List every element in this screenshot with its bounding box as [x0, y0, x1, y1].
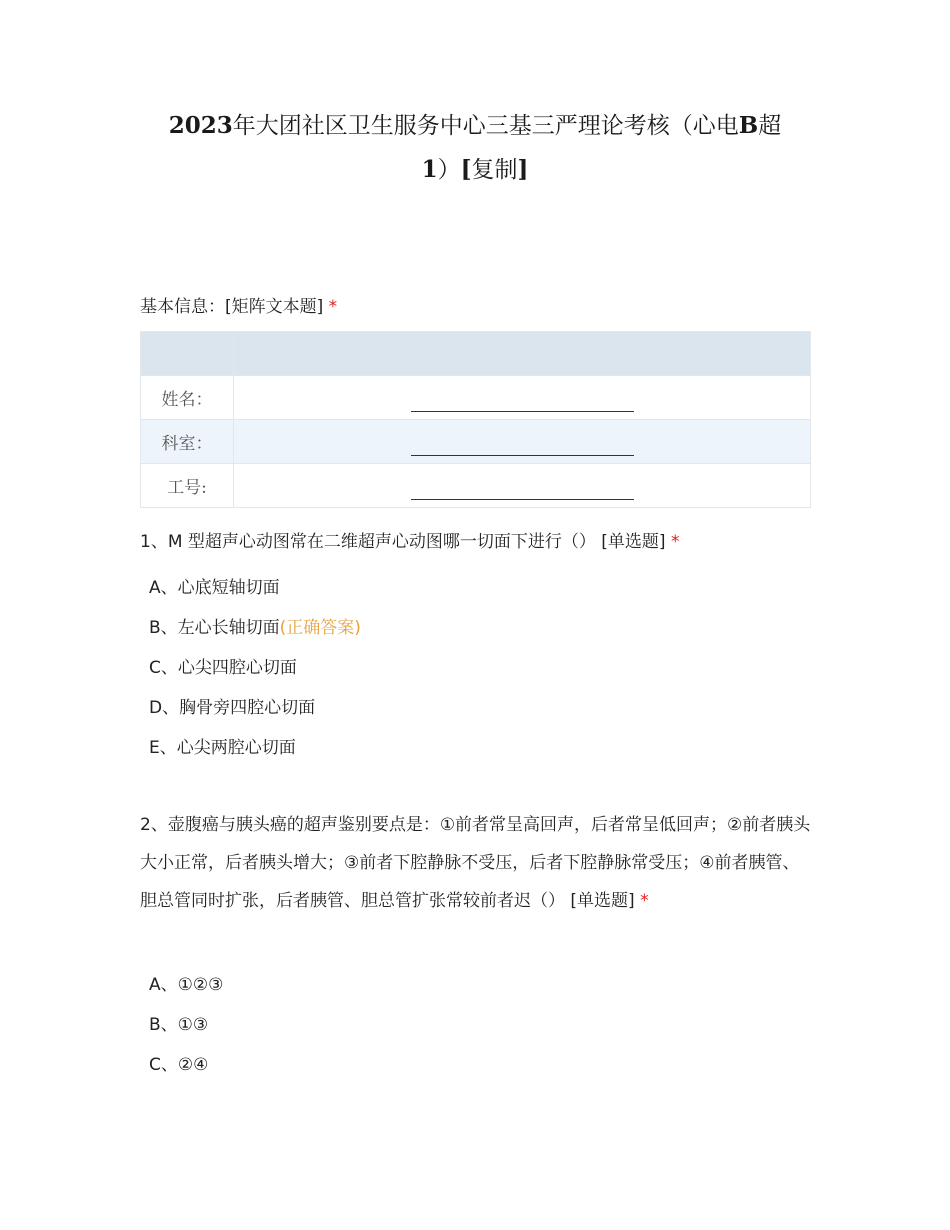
page-title [140, 104, 810, 192]
matrix-row-employee-id [141, 464, 811, 508]
title-bracket-open: [ [460, 156, 472, 183]
department-input[interactable] [411, 427, 634, 456]
department-input-cell [234, 420, 811, 464]
q1-option-b[interactable] [149, 616, 361, 640]
option-text: C、②④ [149, 1055, 209, 1075]
title-copy: 复制 [471, 157, 518, 183]
question-2-text: 2、壶腹癌与胰头癌的超声鉴别要点是：①前者常呈高回声，后者常呈低回声；②前者胰头大小正常，后者胰头增大；③前者下腔静脉不受压，后者下腔静脉常受压；④前者胰管、胆总管同时扩张，后者胰管、胆总管扩张常较前者迟（） [单选题] [140, 815, 811, 911]
required-mark: * [640, 891, 649, 911]
row-label-employee-id: 工号: [141, 464, 234, 508]
name-input-cell [234, 376, 811, 420]
title-text: 年大团社区卫生服务中心三基三严理论考核（心电 [232, 113, 739, 139]
option-text: A、心底短轴切面 [149, 578, 280, 598]
title-letter: B [738, 112, 759, 139]
required-mark: * [328, 297, 338, 317]
question-1-text: 1、M 型超声心动图常在二维超声心动图哪一切面下进行（） [单选题] [140, 532, 666, 552]
option-text: C、心尖四腔心切面 [149, 658, 297, 678]
title-number: 1 [421, 156, 438, 183]
employee-id-input[interactable] [411, 471, 634, 500]
basic-info-label [140, 295, 337, 319]
basic-info-text: 基本信息：[矩阵文本题] [140, 297, 324, 317]
option-text: D、胸骨旁四腔心切面 [149, 698, 316, 718]
matrix-header-cell [234, 332, 811, 376]
matrix-row-name [141, 376, 811, 420]
name-input[interactable] [411, 383, 634, 412]
title-bracket-close: ] [517, 156, 529, 183]
matrix-row-department [141, 420, 811, 464]
employee-id-input-cell [234, 464, 811, 508]
question-1 [140, 523, 812, 561]
option-text: B、①③ [149, 1015, 209, 1035]
option-text: B、左心长轴切面 [149, 618, 280, 638]
q1-option-e[interactable] [149, 736, 296, 760]
q1-option-c[interactable] [149, 656, 297, 680]
title-year: 2023 [168, 112, 233, 139]
option-text: A、①②③ [149, 975, 224, 995]
required-mark: * [670, 532, 680, 552]
title-text-2: 超 [758, 113, 782, 139]
matrix-header-cell [141, 332, 234, 376]
basic-info-matrix [140, 331, 811, 508]
q2-option-c[interactable] [149, 1053, 208, 1077]
matrix-header-row [141, 332, 811, 376]
option-text: E、心尖两腔心切面 [149, 738, 296, 758]
q2-option-b[interactable] [149, 1013, 208, 1037]
q1-option-d[interactable] [149, 696, 315, 720]
correct-answer-tag: (正确答案) [279, 618, 361, 638]
q2-option-a[interactable] [149, 973, 223, 997]
q1-option-a[interactable] [149, 576, 280, 600]
row-label-name: 姓名： [141, 376, 234, 420]
question-2 [140, 806, 812, 920]
row-label-department: 科室： [141, 420, 234, 464]
title-paren: ） [437, 157, 461, 183]
